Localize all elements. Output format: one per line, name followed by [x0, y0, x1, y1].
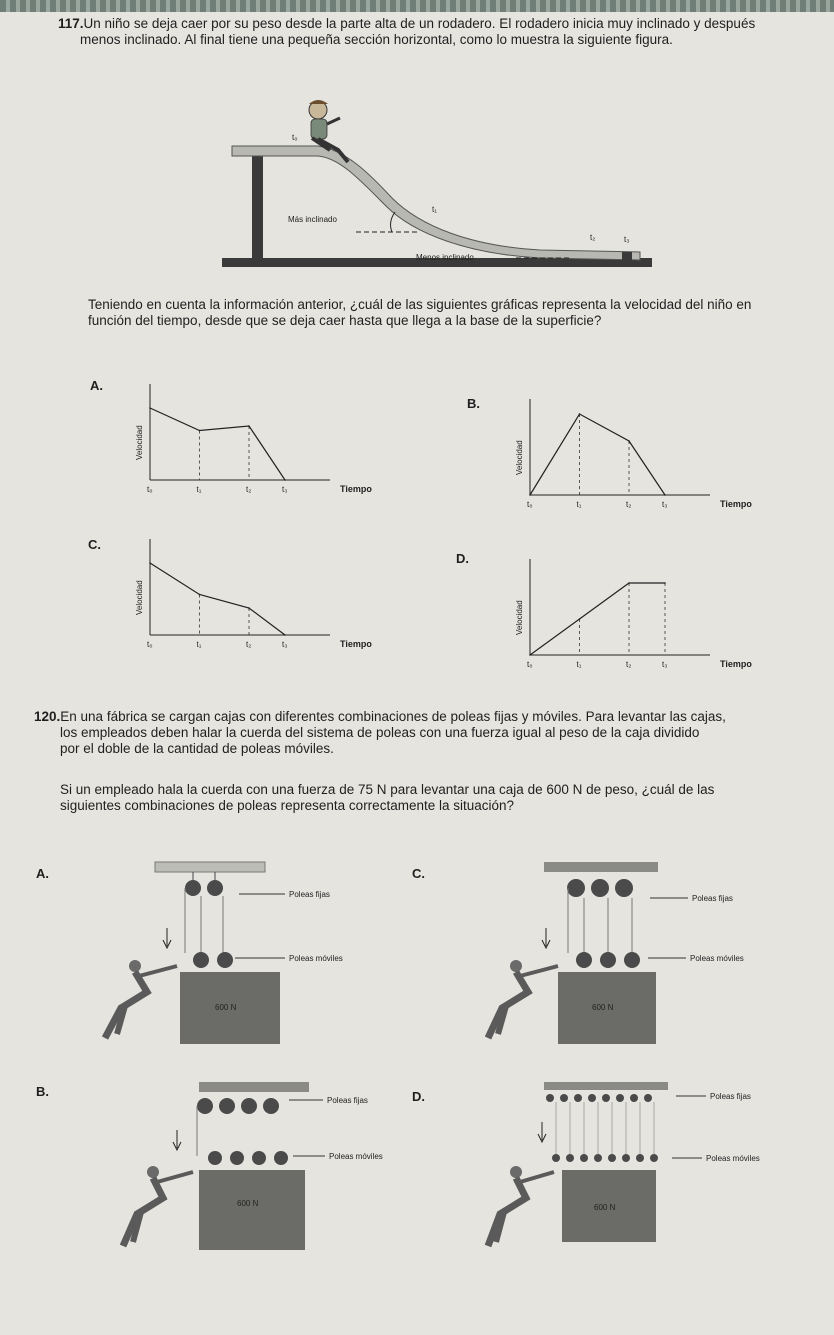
pulley-system-a[interactable] — [95, 858, 395, 1058]
x-tick-label: t₁ — [196, 640, 202, 649]
slide-label-t2: t₂ — [590, 233, 596, 242]
slide-label-t0: t₀ — [292, 133, 298, 142]
x-tick-label: t₀ — [147, 485, 153, 494]
mobile-pulley — [580, 1154, 588, 1162]
fixed-pulleys — [546, 1094, 652, 1102]
mobile-pulley — [208, 1151, 222, 1165]
slide-label-t3: t₃ — [624, 235, 630, 244]
q117-question-2: función del tiempo, desde que se deja caer hasta que llega a la base de la superficie? — [88, 313, 602, 328]
x-tick-label: t₀ — [527, 500, 533, 509]
steep-angle-arc — [391, 212, 395, 232]
mobile-pulley — [608, 1154, 616, 1162]
x-tick-label: t₁ — [576, 660, 582, 669]
fixed-pulley — [185, 880, 201, 896]
mobile-pulley — [193, 952, 209, 968]
q120-option-d-letter[interactable]: D. — [412, 1089, 425, 1104]
fixed-label: Poleas fijas — [692, 894, 733, 903]
x-tick-label: t₂ — [626, 500, 632, 509]
mobile-pulley — [217, 952, 233, 968]
data-point — [199, 594, 201, 596]
graph-d[interactable] — [490, 555, 770, 675]
graph-a[interactable] — [110, 380, 390, 500]
box-weight: 600 N — [237, 1199, 259, 1208]
x-tick-label: t₂ — [246, 485, 252, 494]
y-axis-label: Velocidad — [135, 580, 144, 615]
fixed-pulley — [263, 1098, 279, 1114]
x-axis-label: Tiempo — [720, 499, 752, 509]
velocity-line — [530, 414, 665, 495]
worker-figure — [488, 960, 558, 1038]
worker-figure — [123, 1166, 193, 1246]
data-point — [579, 618, 581, 620]
fixed-pulley — [219, 1098, 235, 1114]
q120-option-b-letter[interactable]: B. — [36, 1084, 49, 1099]
x-tick-label: t₀ — [527, 660, 533, 669]
ceiling-bar — [155, 862, 265, 872]
q120-line-1: En una fábrica se cargan cajas con diferentes combinaciones de poleas fijas y móviles. Para levantar las cajas, — [60, 709, 726, 724]
ceiling-bar — [199, 1082, 309, 1092]
fixed-pulley — [588, 1094, 596, 1102]
pulley-system-c[interactable] — [480, 858, 780, 1058]
pulley-system-b[interactable] — [95, 1078, 415, 1278]
mobile-pulleys — [193, 952, 233, 968]
q117-option-a-letter[interactable]: A. — [90, 378, 103, 393]
fixed-pulley — [644, 1094, 652, 1102]
q117-line-1: Un niño se deja caer por su peso desde la parte alta de un rodadero. El rodadero inicia muy inclinado y después — [83, 16, 756, 31]
mobile-pulley — [650, 1154, 658, 1162]
mobile-label: Poleas móviles — [690, 954, 744, 963]
fixed-pulley — [567, 879, 585, 897]
fixed-pulley — [602, 1094, 610, 1102]
box-weight: 600 N — [592, 1003, 614, 1012]
y-axis-label: Velocidad — [515, 440, 524, 475]
fixed-pulley — [546, 1094, 554, 1102]
data-point — [149, 407, 151, 409]
x-tick-label: t₃ — [282, 640, 288, 649]
data-point — [248, 425, 250, 427]
x-tick-label: t₂ — [626, 660, 632, 669]
mobile-pulley — [252, 1151, 266, 1165]
slide-label-t1: t₁ — [432, 205, 437, 214]
q117-option-b-letter[interactable]: B. — [467, 396, 480, 411]
pulley-system-d[interactable] — [480, 1078, 800, 1278]
q120-statement — [34, 709, 826, 725]
mobile-pulleys — [576, 952, 640, 968]
ceiling-bar — [544, 1082, 668, 1090]
data-point — [529, 494, 531, 496]
velocity-line — [150, 563, 285, 635]
q117-option-d-letter[interactable]: D. — [456, 551, 469, 566]
data-point — [199, 430, 201, 432]
fixed-pulley — [207, 880, 223, 896]
fixed-pulley — [630, 1094, 638, 1102]
mobile-pulley — [566, 1154, 574, 1162]
q117-question-1: Teniendo en cuenta la información anterior, ¿cuál de las siguientes gráficas representa la velocidad del niño en — [88, 297, 752, 312]
data-point — [149, 562, 151, 564]
fixed-pulleys — [185, 872, 223, 896]
data-point — [628, 440, 630, 442]
mobile-pulley — [622, 1154, 630, 1162]
fixed-pulley — [241, 1098, 257, 1114]
gentle-label: Menos inclinado — [416, 253, 474, 262]
box-weight: 600 N — [594, 1203, 616, 1212]
graph-c[interactable] — [110, 535, 390, 655]
box-weight: 600 N — [215, 1003, 237, 1012]
data-point — [284, 479, 286, 481]
fixed-pulley — [615, 879, 633, 897]
x-tick-label: t₂ — [246, 640, 252, 649]
ceiling-bar — [544, 862, 658, 872]
q120-question-1: Si un empleado hala la cuerda con una fuerza de 75 N para levantar una caja de 600 N de peso, ¿cuál de las — [60, 782, 715, 797]
data-point — [664, 582, 666, 584]
data-point — [628, 582, 630, 584]
x-tick-label: t₀ — [147, 640, 153, 649]
mobile-pulley — [230, 1151, 244, 1165]
mobile-pulley — [576, 952, 592, 968]
x-axis-label: Tiempo — [340, 639, 372, 649]
data-point — [284, 634, 286, 636]
x-tick-label: t₃ — [662, 660, 668, 669]
steep-label: Más inclinado — [288, 215, 337, 224]
slide-ladder-post — [252, 152, 263, 260]
fixed-pulley — [560, 1094, 568, 1102]
worker-figure — [488, 1166, 554, 1246]
fixed-pulleys — [197, 1098, 279, 1114]
mobile-pulley — [594, 1154, 602, 1162]
mobile-label: Poleas móviles — [706, 1154, 760, 1163]
fixed-pulleys — [567, 879, 633, 897]
x-tick-label: t₃ — [662, 500, 668, 509]
y-axis-label: Velocidad — [515, 600, 524, 635]
x-tick-label: t₁ — [576, 500, 582, 509]
q120-option-c-letter[interactable]: C. — [412, 866, 425, 881]
fixed-label: Poleas fijas — [327, 1096, 368, 1105]
mobile-label: Poleas móviles — [329, 1152, 383, 1161]
data-point — [248, 607, 250, 609]
slide-figure — [0, 0, 834, 280]
slide-end-support — [622, 252, 632, 266]
mobile-pulley — [624, 952, 640, 968]
mobile-pulley — [274, 1151, 288, 1165]
fixed-pulley — [616, 1094, 624, 1102]
q120-line-3: por el doble de la cantidad de poleas móviles. — [60, 741, 334, 756]
q120-question-2: siguientes combinaciones de poleas representa correctamente la situación? — [60, 798, 515, 813]
q117-option-c-letter[interactable]: C. — [88, 537, 101, 552]
box — [199, 1170, 305, 1250]
mobile-pulleys — [552, 1154, 658, 1162]
mobile-label: Poleas móviles — [289, 954, 343, 963]
x-tick-label: t₁ — [196, 485, 202, 494]
data-point — [664, 494, 666, 496]
x-tick-label: t₃ — [282, 485, 288, 494]
mobile-pulley — [600, 952, 616, 968]
graph-b[interactable] — [490, 395, 770, 515]
fixed-label: Poleas fijas — [710, 1092, 751, 1101]
mobile-pulleys — [208, 1151, 288, 1165]
fixed-pulley — [591, 879, 609, 897]
x-axis-label: Tiempo — [720, 659, 752, 669]
slide-body — [232, 146, 640, 260]
mobile-pulley — [552, 1154, 560, 1162]
q120-option-a-letter[interactable]: A. — [36, 866, 49, 881]
x-axis-label: Tiempo — [340, 484, 372, 494]
data-point — [579, 413, 581, 415]
q117-line-2: menos inclinado. Al final tiene una pequeña sección horizontal, como lo muestra la siguiente figura. — [80, 32, 673, 47]
fixed-label: Poleas fijas — [289, 890, 330, 899]
velocity-line — [150, 408, 285, 480]
mobile-pulley — [636, 1154, 644, 1162]
fixed-pulley — [197, 1098, 213, 1114]
y-axis-label: Velocidad — [135, 425, 144, 460]
fixed-pulley — [574, 1094, 582, 1102]
q117-number: 117. — [58, 16, 84, 31]
q120-line-2: los empleados deben halar la cuerda del sistema de poleas con una fuerza igual al peso de la caja dividido — [60, 725, 700, 740]
data-point — [529, 654, 531, 656]
velocity-line — [530, 583, 665, 655]
worker-figure — [105, 960, 177, 1038]
q120-number: 120. — [34, 709, 61, 724]
